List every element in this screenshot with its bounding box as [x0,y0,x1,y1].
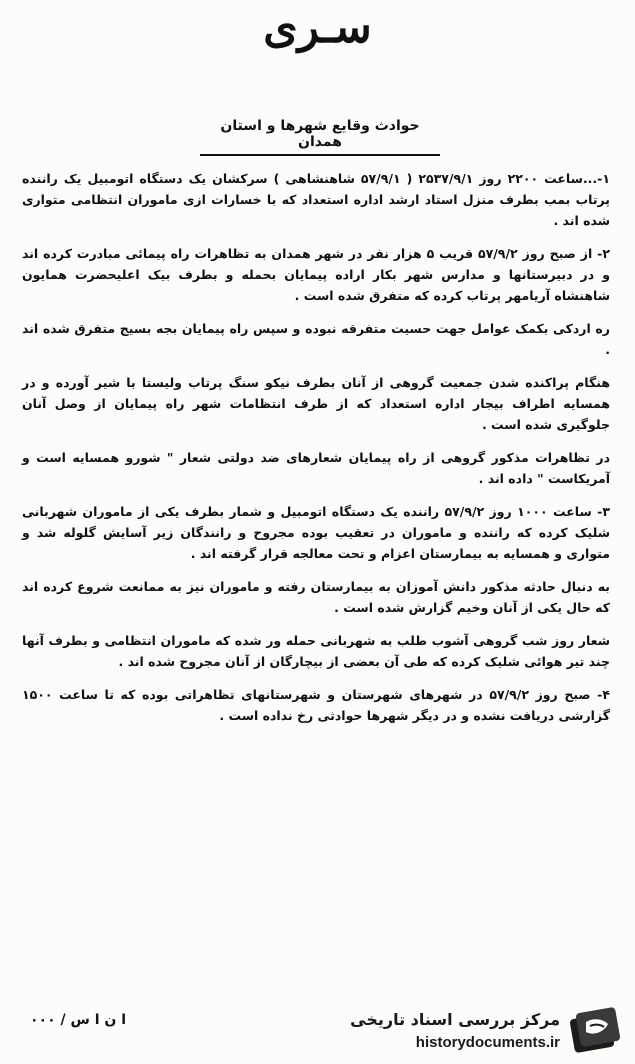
classification-heading: سـری [263,2,372,53]
paragraph-3: ره اردکی بکمک عوامل جهت حسیت متفرقه نبوده و سپس راه پیمایان بجه بسیج متفرق شده اند . [22,321,610,357]
watermark-url: historydocuments.ir [415,1034,560,1051]
archive-logo-icon [568,1002,624,1058]
watermark-title: مرکز بررسی اسناد تاریخی [350,1010,560,1029]
paragraph-9: ۴- صبح روز ۵۷/۹/۲ در شهرهای شهرستان و شهرستانهای تظاهراتی بوده که تا ساعت ۱۵۰۰ گزارشی دریافت نشده و در دیگر شهرها حوادثی رخ نداده است . [22,687,610,723]
document-title: حوادث وقایع شهرها و استان همدان [200,118,440,156]
paragraph-7: به دنبال حادثه مذکور دانش آموزان به بیمارستان رفته و ماموران نیز به ممانعت شروع کرده اند که حال یکی از آنان وخیم گزارش شده است . [22,579,610,615]
paragraph-6: ۳- ساعت ۱۰۰۰ روز ۵۷/۹/۲ راننده یک دستگاه اتومبیل و شمار بطرف یکی از ماموران شهربانی شلیک کرده که راننده و ماموران در تعقیب بوده مجروح و رانندگان زیر آسایش گلوله شد و متواری و همسایه به بیمارستان اعزام و تحت معالجه قرار گرفته اند . [22,504,610,561]
signature-initials: ا ن ا س / ۰۰۰ [30,1012,126,1028]
watermark [350,1000,630,1060]
paragraph-8: شعار روز شب گروهی آشوب طلب به شهربانی حمله ور شده که ماموران انتظامی و بطرف آنها چند تیر هوائی شلیک کرده که طی آن بعضی از بیچارگان از آنان مجروح شده اند . [22,633,610,669]
paragraph-5: در تظاهرات مذکور گروهی از راه پیمایان شعارهای ضد دولتی شعار " شورو همسایه است و آمریکاست " داده اند . [22,450,610,486]
paragraph-1: ۱-...ساعت ۲۲۰۰ روز ۲۵۳۷/۹/۱ ( ۵۷/۹/۱ شاهنشاهی ) سرکشان یک دستگاه اتومبیل یک راننده پرتاب بمب بطرف منزل استاد ارشد اداره استعداد که با خسارات ازی ماموران انتظامی متواری شده اند . [22,171,610,228]
document-body [22,168,610,738]
paragraph-4: هنگام پراکنده شدن جمعیت گروهی از آنان بطرف نیکو سنگ پرتاب ولیستا با شیر آورده و در همسایه اطراف بیجار اداره استعداد که از طرف انتظامات شهر راه پیمایان از وصل آنان جلوگیری شده است . [22,375,610,432]
paragraph-2: ۲- از صبح روز ۵۷/۹/۲ قریب ۵ هزار نفر در شهر همدان به تظاهرات راه پیمائی مبادرت کرده اند و در دبیرستانها و مدارس شهر بکار اراده پیمایان بحمله و بطرف بیک اعلیحضرت همایون شاهنشاه آریامهر پرتاب کرده که متفرق شده است . [22,246,611,303]
